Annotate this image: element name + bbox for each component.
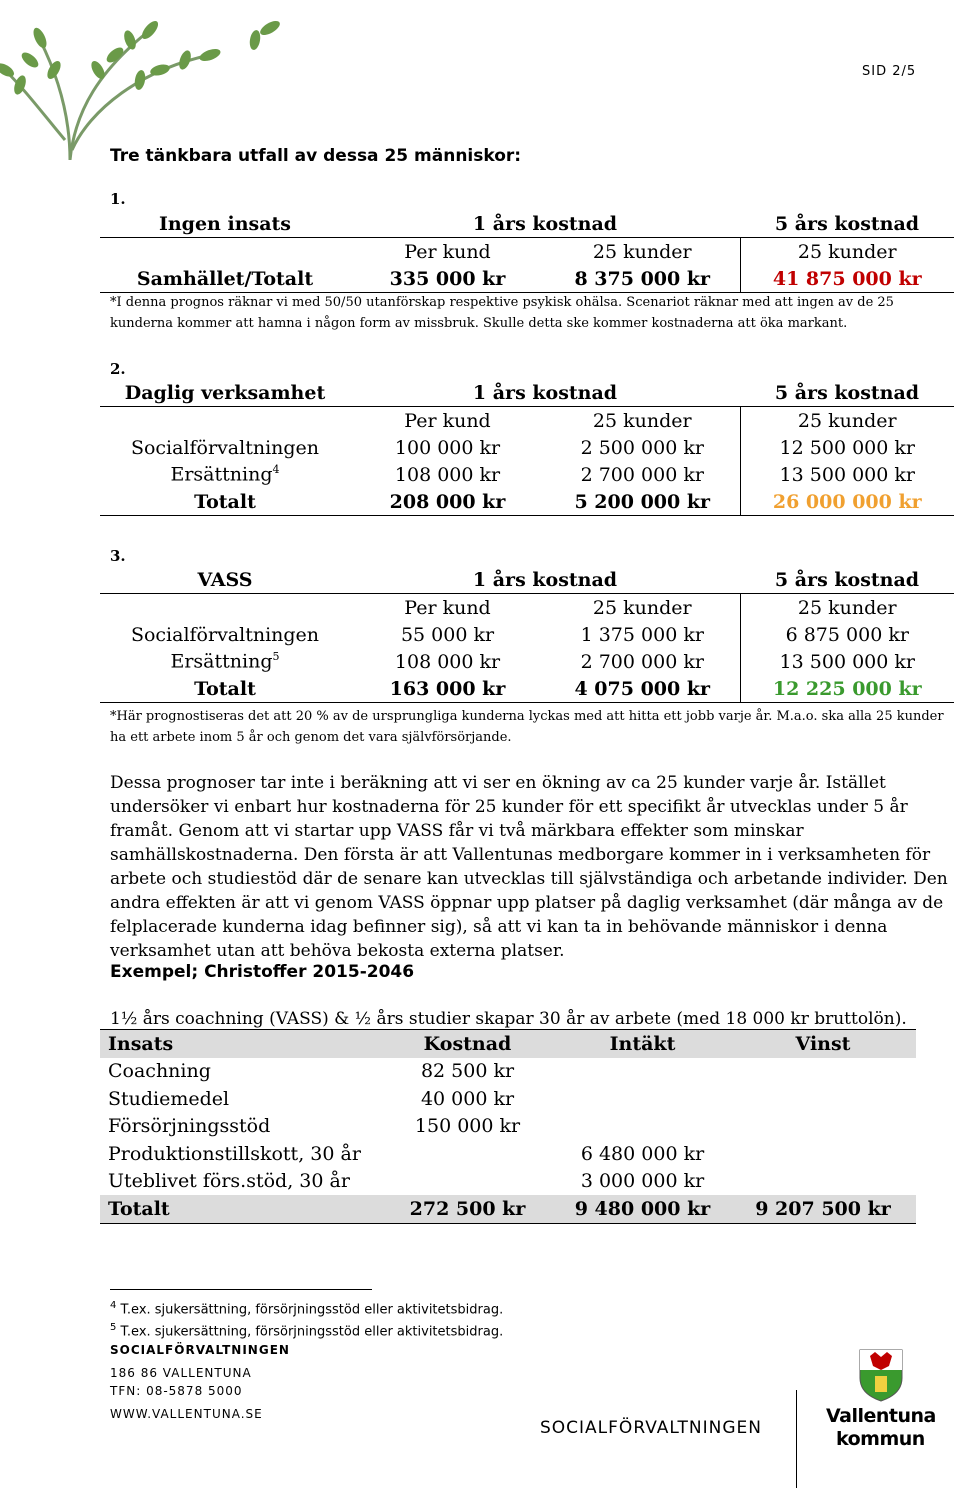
table-header: Ingen insats <box>100 210 350 238</box>
table-cell: 41 875 000 kr <box>740 265 954 293</box>
example-table <box>100 1029 916 1224</box>
table-subheader: Per kund <box>404 240 491 263</box>
table-subheader: Per kund <box>404 409 491 432</box>
table-subheader: Per kund <box>404 596 491 619</box>
table-header: Vinst <box>730 1030 916 1058</box>
row-label: Samhället/Totalt <box>100 265 350 293</box>
table-cell: 2 500 000 kr <box>580 436 704 459</box>
footer-address: 186 86 VALLENTUNA <box>110 1366 252 1380</box>
footer-divider <box>796 1390 797 1488</box>
scenario-number-2: 2. <box>110 360 126 378</box>
footnote-divider <box>110 1289 372 1290</box>
table-cell: 9 480 000 kr <box>555 1195 730 1223</box>
table-cell: 82 500 kr <box>420 1060 515 1083</box>
row-label: Ersättning$^5$ <box>170 650 280 673</box>
table-row <box>100 1085 916 1113</box>
table-header: VASS <box>100 566 350 594</box>
footnote-text: T.ex. sjukersättning, försörjningsstöd eller aktivitetsbidrag. <box>120 1324 504 1340</box>
table-cell: 6 875 000 kr <box>740 621 954 648</box>
table-cell: 40 000 kr <box>420 1087 515 1110</box>
page-heading: Tre tänkbara utfall av dessa 25 människor: <box>110 146 522 166</box>
row-label: Försörjningsstöd <box>108 1115 271 1138</box>
table-row <box>100 1168 916 1196</box>
table-cell <box>380 1140 555 1168</box>
table-subheader: 25 kunder <box>740 238 954 266</box>
row-label: Produktionstillskott, 30 år <box>108 1142 361 1165</box>
table-row <box>100 1140 916 1168</box>
footer-website[interactable]: WWW.VALLENTUNA.SE <box>110 1407 263 1421</box>
table-cell: 5 200 000 kr <box>545 488 740 516</box>
table-cell: 100 000 kr <box>394 436 501 459</box>
footnote-number: 4 <box>110 1300 117 1311</box>
table-cell: 8 375 000 kr <box>545 265 740 293</box>
logo-text-line2: kommun <box>836 1428 925 1450</box>
scenario-number-3: 3. <box>110 547 126 565</box>
table-cell <box>730 1058 916 1086</box>
table-subheader: 25 kunder <box>592 409 692 432</box>
table-note: *I denna prognos räknar vi med 50/50 utanförskap respektive psykisk ohälsa. Scenariot räknar med att ingen av de 25 kunderna kommer att hamna i någon form av missbruk. Skulle detta ske kommer kostnaderna att öka markant. <box>110 295 894 331</box>
footnote-text: T.ex. sjukersättning, försörjningsstöd eller aktivitetsbidrag. <box>120 1302 504 1318</box>
table-header: 1 års kostnad <box>350 566 740 594</box>
footnote-ref: 4 <box>272 463 280 477</box>
table-header: Kostnad <box>380 1030 555 1058</box>
row-label: Ersättning$^4$ <box>170 463 280 486</box>
table-cell: 12 225 000 kr <box>740 675 954 703</box>
table-cell: 2 700 000 kr <box>580 463 704 486</box>
logo-text-line1: Vallentuna <box>826 1405 936 1427</box>
footer-department: SOCIALFÖRVALTNINGEN <box>110 1343 290 1357</box>
table-header: 1 års kostnad <box>350 210 740 238</box>
table-subheader: 25 kunder <box>592 596 692 619</box>
table-cell: 108 000 kr <box>394 463 501 486</box>
table-subheader: 25 kunder <box>740 407 954 435</box>
table-cell: 13 500 000 kr <box>740 461 954 488</box>
row-label: Uteblivet förs.stöd, 30 år <box>108 1170 350 1193</box>
row-label: Socialförvaltningen <box>130 436 320 459</box>
table-cell: 6 480 000 kr <box>580 1142 705 1165</box>
table-cell: 1 375 000 kr <box>580 623 704 646</box>
plant-decoration-icon <box>0 0 300 160</box>
footnote-ref: 5 <box>272 650 280 664</box>
table-row <box>100 1058 916 1086</box>
table-cell: 2 700 000 kr <box>580 650 704 673</box>
vallentuna-coat-of-arms-icon <box>858 1348 904 1402</box>
table-header: 5 års kostnad <box>740 566 954 594</box>
table-cell: 163 000 kr <box>350 675 545 703</box>
footer-phone: TFN: 08-5878 5000 <box>110 1384 243 1398</box>
table-header: Intäkt <box>555 1030 730 1058</box>
table-cell: 12 500 000 kr <box>740 434 954 461</box>
table-note: *Här prognostiseras det att 20 % av de ursprungliga kunderna lyckas med att hitta ett jobb varje år. M.a.o. ska alla 25 kunder ha ett arbete inom 5 år och genom det vara självförsörjande. <box>110 709 944 745</box>
cost-table-ingen-insats <box>100 210 954 293</box>
table-cell <box>730 1140 916 1168</box>
table-cell: 55 000 kr <box>400 623 495 646</box>
row-label: Studiemedel <box>108 1087 230 1110</box>
table-header: 5 års kostnad <box>740 379 954 407</box>
table-cell: 272 500 kr <box>380 1195 555 1223</box>
cost-table-vass <box>100 566 954 703</box>
table-cell: 3 000 000 kr <box>580 1170 705 1193</box>
table-header: 1 års kostnad <box>350 379 740 407</box>
row-label: Socialförvaltningen <box>130 623 320 646</box>
table-subheader: 25 kunder <box>740 594 954 622</box>
table-header: Insats <box>100 1030 380 1058</box>
example-title: Exempel; Christoffer 2015-2046 <box>110 962 415 982</box>
table-cell <box>555 1058 730 1086</box>
table-cell: 335 000 kr <box>350 265 545 293</box>
table-cell <box>555 1113 730 1141</box>
footnote-number: 5 <box>110 1322 117 1333</box>
body-paragraph: Dessa prognoser tar inte i beräkning att vi ser en ökning av ca 25 kunder varje år. Istället undersöker vi enbart hur kostnaderna för 25 kunder för ett specifikt år utvecklas under 5 år framåt. Genom att vi startar upp VASS får vi två märkbara effekter som minskar samhällskostnaderna. Den första är att Vallentunas medborgare kommer in i verksamheten för arbete och studiestöd där de senare kan utvecklas till självständiga och arbetande individer. Den andra effekten är att vi genom VASS öppnar upp platser på daglig verksamhet (där många av de felplacerade kunderna idag befinner sig), så att vi kan ta in behövande människor i denna verksamhet utan att behöva bekosta externa platser. <box>110 773 948 961</box>
footnote <box>110 1300 503 1317</box>
table-cell: 9 207 500 kr <box>730 1195 916 1223</box>
table-cell <box>730 1085 916 1113</box>
row-label: Totalt <box>100 1195 380 1223</box>
table-cell <box>555 1085 730 1113</box>
footnote <box>110 1322 503 1339</box>
scenario-number-1: 1. <box>110 190 126 208</box>
table-header: Daglig verksamhet <box>100 379 350 407</box>
page-number: SID 2/5 <box>862 64 917 79</box>
cost-table-daglig-verksamhet <box>100 379 954 516</box>
row-label: Totalt <box>100 675 350 703</box>
table-cell <box>730 1168 916 1196</box>
table-cell: 26 000 000 kr <box>740 488 954 516</box>
table-cell: 150 000 kr <box>414 1115 521 1138</box>
table-cell: 208 000 kr <box>350 488 545 516</box>
table-cell <box>730 1113 916 1141</box>
table-subheader: 25 kunder <box>592 240 692 263</box>
example-subtitle: 1½ års coachning (VASS) & ½ års studier skapar 30 år av arbete (med 18 000 kr bruttolön). <box>110 1009 907 1029</box>
table-cell: 108 000 kr <box>394 650 501 673</box>
table-cell: 13 500 000 kr <box>740 648 954 675</box>
row-label: Coachning <box>108 1060 211 1083</box>
table-cell <box>380 1168 555 1196</box>
table-row <box>100 1113 916 1141</box>
footer-department-large: SOCIALFÖRVALTNINGEN <box>540 1418 762 1438</box>
row-label: Totalt <box>100 488 350 516</box>
table-cell: 4 075 000 kr <box>545 675 740 703</box>
table-header: 5 års kostnad <box>740 210 954 238</box>
